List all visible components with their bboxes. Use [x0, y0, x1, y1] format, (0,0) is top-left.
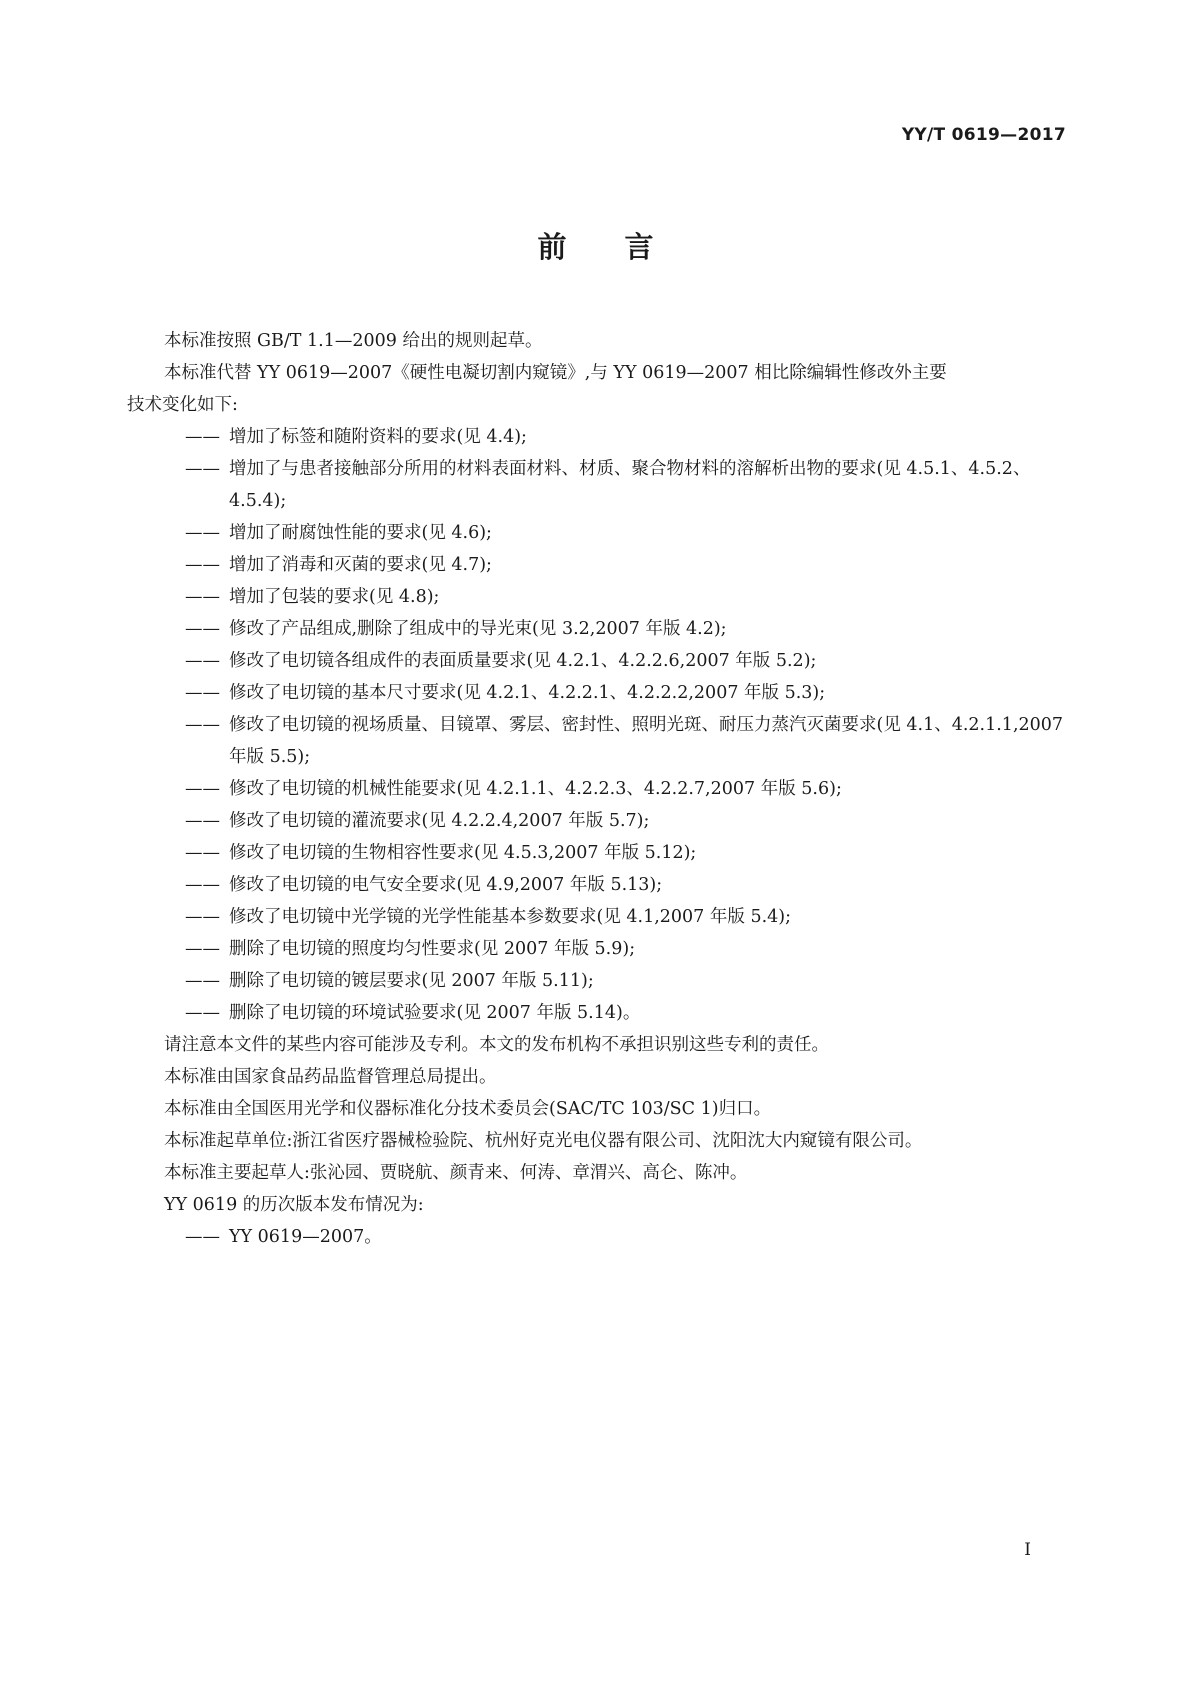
list-dash: ——: [185, 779, 220, 799]
list-item: [127, 869, 1067, 901]
list-item: [127, 837, 1067, 869]
list-dash: ——: [185, 971, 220, 991]
list-item-text: 修改了电切镜中光学镜的光学性能基本参数要求(见 4.1,2007 年版 5.4);: [229, 907, 791, 927]
list-item: [127, 933, 1067, 965]
list-item: [127, 965, 1067, 997]
paragraph-committee: 本标准由全国医用光学和仪器标准化分技术委员会(SAC/TC 103/SC 1)归口。: [164, 1099, 772, 1119]
list-dash: ——: [185, 939, 220, 959]
changes-list: [127, 421, 1067, 1029]
list-dash: ——: [185, 587, 220, 607]
history-item: [127, 1221, 1067, 1253]
list-item: [127, 773, 1067, 805]
list-item: [127, 901, 1067, 933]
foreword-body: [127, 325, 1067, 1253]
list-item: [127, 517, 1067, 549]
list-item-text: 修改了电切镜的视场质量、目镜罩、雾层、密封性、照明光斑、耐压力蒸汽灭菌要求(见 4.1、4.2.1.1,2007 年版 5.5);: [229, 715, 1064, 767]
paragraph-replaces: 本标准代替 YY 0619—2007《硬性电凝切割内窥镜》,与 YY 0619—2007 相比除编辑性修改外主要: [164, 363, 947, 383]
list-dash: ——: [185, 523, 220, 543]
title-char-2: 言: [624, 230, 654, 264]
list-item: [127, 709, 1067, 773]
list-item-text: 修改了电切镜的灌流要求(见 4.2.2.4,2007 年版 5.7);: [229, 811, 650, 831]
list-dash: ——: [185, 811, 220, 831]
list-item: [127, 613, 1067, 645]
list-dash: ——: [185, 683, 220, 703]
paragraph-drafting-rules: 本标准按照 GB/T 1.1—2009 给出的规则起草。: [164, 331, 543, 351]
list-dash: ——: [185, 1227, 220, 1247]
paragraph-history: YY 0619 的历次版本发布情况为:: [164, 1195, 424, 1215]
list-item: [127, 581, 1067, 613]
page-title: [0, 225, 1191, 266]
list-dash: ——: [185, 875, 220, 895]
list-dash: ——: [185, 459, 220, 479]
list-item-text: 修改了电切镜的机械性能要求(见 4.2.1.1、4.2.2.3、4.2.2.7,2007 年版 5.6);: [229, 779, 842, 799]
list-dash: ——: [185, 427, 220, 447]
history-item-text: YY 0619—2007。: [229, 1227, 382, 1247]
list-item-text: 删除了电切镜的环境试验要求(见 2007 年版 5.14)。: [229, 1003, 641, 1023]
list-item: [127, 645, 1067, 677]
list-dash: ——: [185, 651, 220, 671]
list-item: [127, 997, 1067, 1029]
list-dash: ——: [185, 1003, 220, 1023]
paragraph-drafters: 本标准主要起草人:张沁园、贾晓航、颜青来、何涛、章渭兴、高仑、陈冲。: [164, 1163, 748, 1183]
list-item-text: 增加了标签和随附资料的要求(见 4.4);: [229, 427, 527, 447]
document-code: YY/T 0619—2017: [901, 125, 1066, 145]
list-item-text: 修改了电切镜的电气安全要求(见 4.9,2007 年版 5.13);: [229, 875, 663, 895]
paragraph-patent-notice: 请注意本文件的某些内容可能涉及专利。本文的发布机构不承担识别这些专利的责任。: [164, 1035, 829, 1055]
list-item-text: 增加了消毒和灭菌的要求(见 4.7);: [229, 555, 492, 575]
paragraph-proposed-by: 本标准由国家食品药品监督管理总局提出。: [164, 1067, 497, 1087]
list-item-text: 修改了电切镜各组成件的表面质量要求(见 4.2.1、4.2.2.6,2007 年版 5.2);: [229, 651, 817, 671]
list-item-text: 修改了电切镜的基本尺寸要求(见 4.2.1、4.2.2.1、4.2.2.2,2007 年版 5.3);: [229, 683, 826, 703]
list-item-text: 删除了电切镜的镀层要求(见 2007 年版 5.11);: [229, 971, 594, 991]
list-item: [127, 453, 1067, 517]
list-item-text: 增加了与患者接触部分所用的材料表面材料、材质、聚合物材料的溶解析出物的要求(见 4.5.1、4.5.2、4.5.4);: [229, 459, 1031, 511]
list-dash: ——: [185, 715, 220, 735]
title-char-1: 前: [537, 230, 567, 264]
list-item: [127, 549, 1067, 581]
list-dash: ——: [185, 843, 220, 863]
list-item: [127, 421, 1067, 453]
page-number: I: [1024, 1540, 1031, 1560]
paragraph-drafting-units: 本标准起草单位:浙江省医疗器械检验院、杭州好克光电仪器有限公司、沈阳沈大内窥镜有限公司。: [164, 1131, 923, 1151]
list-item-text: 修改了产品组成,删除了组成中的导光束(见 3.2,2007 年版 4.2);: [229, 619, 727, 639]
list-item: [127, 677, 1067, 709]
list-item-text: 删除了电切镜的照度均匀性要求(见 2007 年版 5.9);: [229, 939, 636, 959]
list-dash: ——: [185, 907, 220, 927]
list-dash: ——: [185, 619, 220, 639]
paragraph-replaces-continued: 技术变化如下:: [127, 395, 238, 415]
list-item-text: 增加了包装的要求(见 4.8);: [229, 587, 440, 607]
list-item-text: 修改了电切镜的生物相容性要求(见 4.5.3,2007 年版 5.12);: [229, 843, 697, 863]
list-item-text: 增加了耐腐蚀性能的要求(见 4.6);: [229, 523, 492, 543]
list-item: [127, 805, 1067, 837]
list-dash: ——: [185, 555, 220, 575]
